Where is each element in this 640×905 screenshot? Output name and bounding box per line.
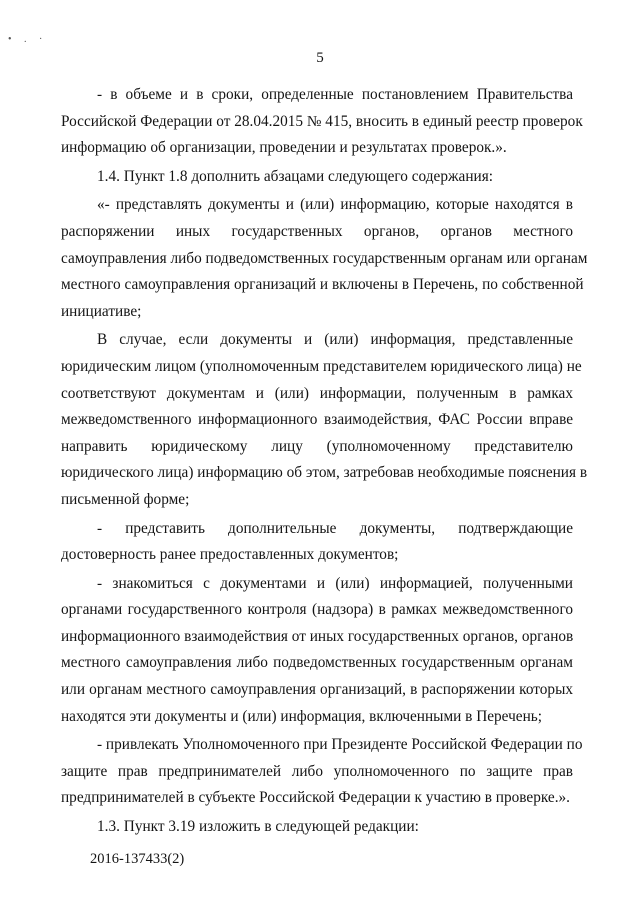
text-line: информационного взаимодействия от иных государственных органов, органов [61, 627, 574, 645]
paragraph-p4 [61, 327, 588, 513]
page-number: 5 [316, 50, 324, 66]
paragraph-p1 [61, 82, 583, 162]
text-line: соответствуют документам и (или) информации, полученным в рамках [61, 384, 573, 402]
paragraph-p5 [61, 516, 573, 569]
text-line: юридическим лицом (уполномоченным представителем юридического лица) не [61, 357, 582, 375]
text-line: предпринимателей в субъекте Российской Федерации к участию в проверке.». [61, 789, 571, 807]
text-line: 1.4. Пункт 1.8 дополнить абзацами следующего содержания: [97, 167, 494, 185]
text-line: направить юридическому лицу (уполномоченному представителю [61, 437, 573, 455]
document-body [61, 82, 588, 843]
text-line: достоверность ранее предоставленных документов; [61, 546, 399, 564]
document-code: 2016-137433(2) [90, 851, 185, 867]
paragraph-p8 [61, 814, 573, 841]
text-line: находятся эти документы и (или) информация, включенными в Перечень; [61, 707, 542, 725]
text-line: информацию об организации, проведении и результатах проверок.». [61, 139, 507, 157]
text-line: - привлекать Уполномоченного при Президенте Российской Федерации по [97, 736, 583, 754]
paragraph-p7 [61, 732, 583, 812]
paragraph-p6 [61, 571, 573, 731]
text-line: органами государственного контроля (надзора) в рамках межведомственного [61, 601, 573, 619]
text-line: - знакомиться с документами и (или) информацией, полученными [97, 574, 573, 592]
text-line: инициативе; [61, 302, 142, 320]
text-line: Российской Федерации от 28.04.2015 № 415, вносить в единый реестр проверок [61, 112, 583, 130]
text-line: самоуправления либо подведомственных государственным органам или органам [61, 249, 588, 267]
text-line: В случае, если документы и (или) информация, представленные [97, 331, 573, 349]
paragraph-p2 [61, 164, 573, 191]
text-line: распоряжении иных государственных органов, органов местного [61, 222, 573, 240]
text-line: 1.3. Пункт 3.19 изложить в следующей редакции: [97, 818, 419, 836]
text-line: - в объеме и в сроки, определенные постановлением Правительства [97, 86, 573, 103]
paragraph-p3 [61, 192, 588, 325]
text-line: - представить дополнительные документы, подтверждающие [97, 519, 573, 537]
text-line: местного самоуправления организаций и включены в Перечень, по собственной [61, 276, 584, 294]
text-line: письменной форме; [61, 490, 190, 508]
scan-specks: • . · [8, 34, 48, 45]
text-line: защите прав предпринимателей либо уполномоченного по защите прав [61, 762, 573, 780]
text-line: или органам местного самоуправления организаций, в распоряжении которых [61, 681, 573, 699]
text-line: местного самоуправления либо подведомственных государственным органам [61, 654, 573, 672]
text-line: «- представлять документы и (или) информацию, которые находятся в [97, 196, 573, 214]
text-line: юридического лица) информацию об этом, затребовав необходимые пояснения в [61, 464, 588, 482]
text-line: межведомственного информационного взаимодействия, ФАС России вправе [61, 411, 573, 429]
